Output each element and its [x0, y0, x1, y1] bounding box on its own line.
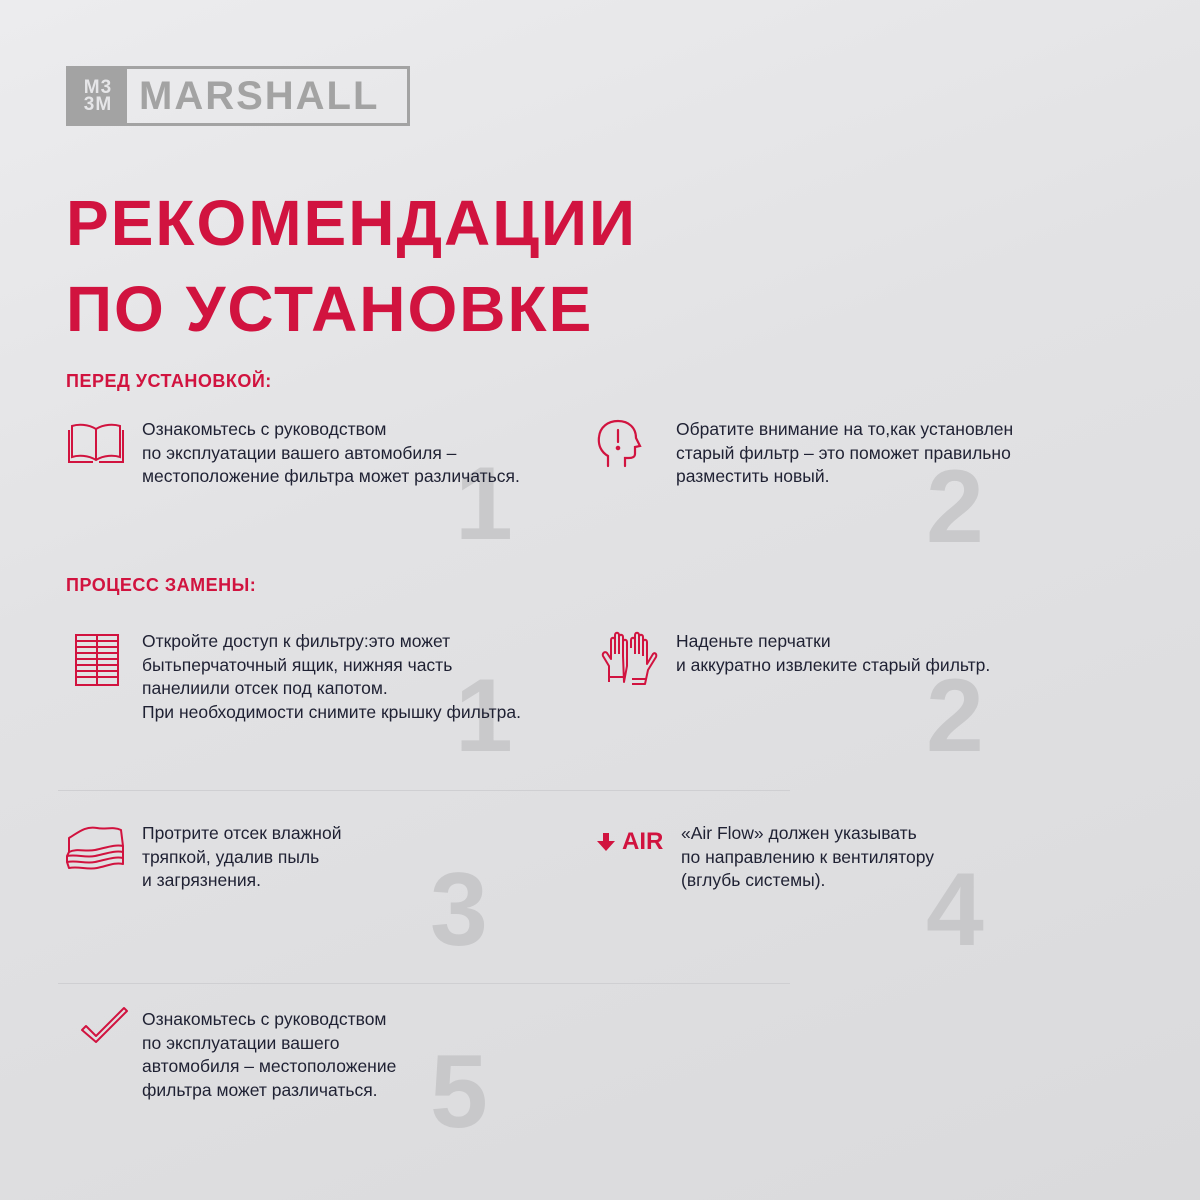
step-line: по направлению к вентилятору [681, 846, 935, 867]
step-line: фильтра может различаться. [142, 1079, 378, 1100]
step-line: старый фильтр – это поможет правильно [676, 442, 1011, 463]
step-line: бытьперчаточный ящик, нижняя часть [142, 654, 453, 675]
step-text [142, 630, 521, 724]
logo-mark-line1: M3 [83, 77, 113, 98]
step-line: Ознакомьтесь с руководством [142, 1009, 387, 1029]
step-line: «Air Flow» должен указывать [681, 823, 917, 843]
step-line: автомобиля – местоположение [142, 1056, 397, 1076]
step-line: Ознакомьтесь с руководством [142, 419, 387, 439]
step-text [142, 822, 341, 893]
step-line: по эксплуатации вашего автомобиля – [142, 442, 457, 463]
step-text [676, 630, 990, 677]
step-text [681, 822, 934, 893]
cloth-icon [65, 824, 127, 879]
section-heading-process: ПРОЦЕСС ЗАМЕНЫ: [66, 575, 257, 595]
step-number: 4 [926, 852, 984, 968]
step-number: 3 [430, 852, 488, 968]
step-number: 1 [455, 446, 513, 562]
step-text [676, 418, 1013, 489]
air-label: AIR [622, 828, 664, 855]
step-line: местоположение фильтра может различаться. [142, 466, 520, 486]
step-line: При необходимости снимите крышку фильтра. [142, 701, 521, 722]
step-line: по эксплуатации вашего [142, 1032, 340, 1053]
divider [58, 983, 790, 984]
arrow-down-icon [596, 832, 616, 852]
section-heading-before: ПЕРЕД УСТАНОВКОЙ: [66, 371, 272, 391]
step-number: 2 [926, 658, 984, 774]
title-line-1: РЕКОМЕНДАЦИИ [66, 187, 637, 259]
step-number: 2 [926, 449, 984, 565]
step-line: и аккуратно извлеките старый фильтр. [676, 654, 991, 675]
step-line: тряпкой, удалив пыль [142, 846, 320, 867]
logo-text: MARSHALL [139, 73, 380, 118]
step-line: (вглубь системы). [681, 870, 826, 890]
step-number: 5 [430, 1034, 488, 1150]
page-title [66, 180, 966, 352]
head-attention-icon [596, 418, 642, 475]
gloves-icon [600, 630, 658, 693]
logo-mark-line2: 3M [83, 94, 113, 115]
step-line: разместить новый. [676, 466, 830, 486]
divider [58, 790, 790, 791]
marshall-logo [66, 66, 410, 126]
book-icon [68, 421, 124, 470]
step-text [142, 1008, 396, 1102]
checkmark-icon [80, 1006, 128, 1051]
step-line: Обратите внимание на то,как установлен [676, 419, 1014, 439]
filter-icon [74, 633, 120, 692]
step-text [142, 418, 520, 489]
air-flow-indicator [596, 828, 663, 856]
step-line: Наденьте перчатки [676, 631, 831, 651]
step-line: Протрите отсек влажной [142, 823, 342, 843]
step-line: Откройте доступ к фильтру:это может [142, 631, 451, 651]
logo-mark [69, 69, 127, 123]
title-line-2: ПО УСТАНОВКЕ [66, 273, 594, 345]
step-number: 1 [455, 658, 513, 774]
step-line: и загрязнения. [142, 870, 261, 890]
step-line: панелиили отсек под капотом. [142, 678, 388, 698]
